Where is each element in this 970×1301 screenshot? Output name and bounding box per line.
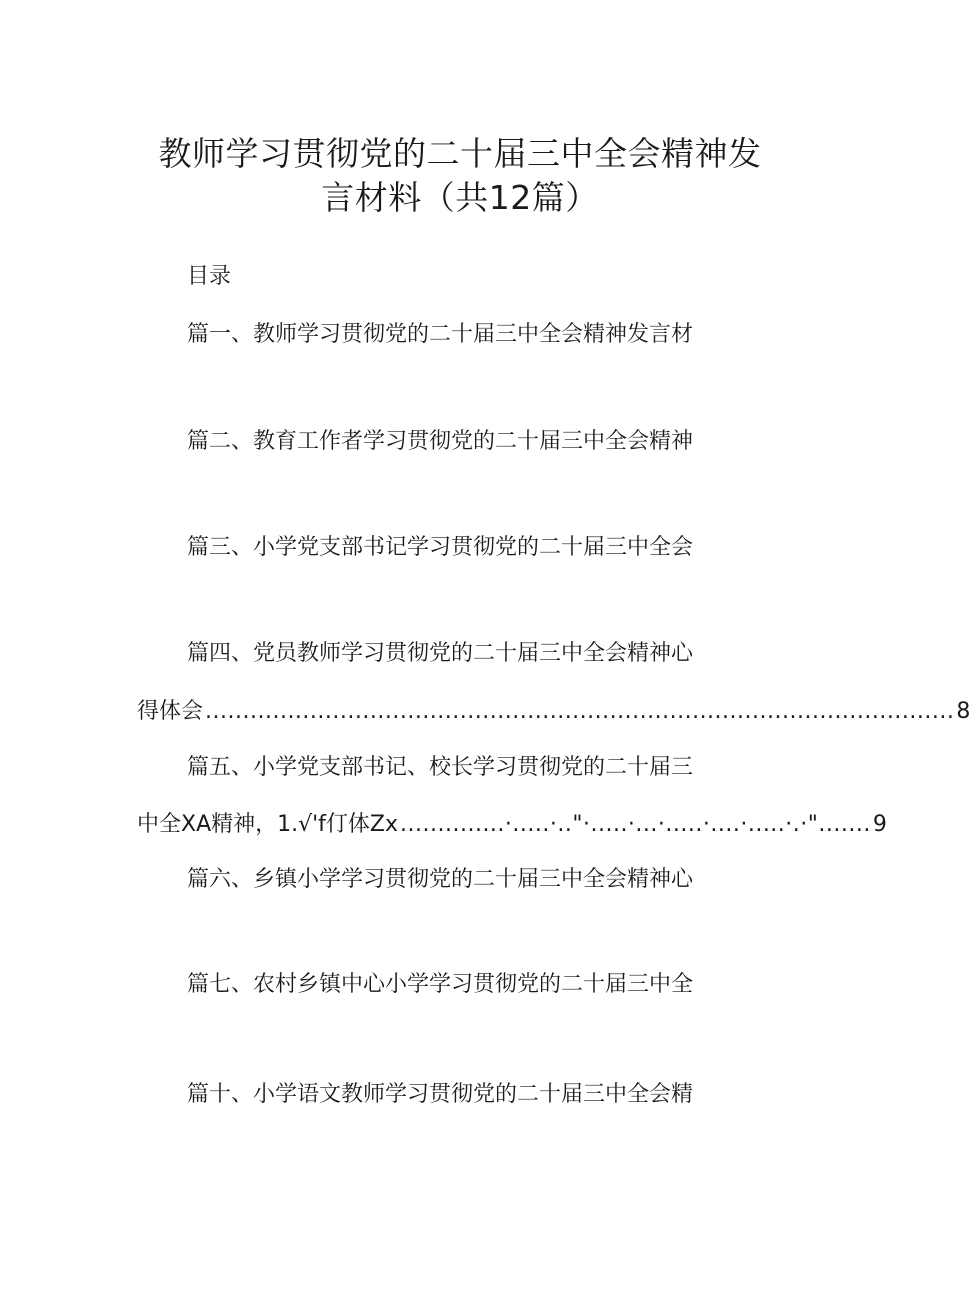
document-title-line-1: 教师学习贯彻党的二十届三中全会精神发: [158, 134, 762, 173]
toc-entry-6[interactable]: 篇六、乡镇小学学习贯彻党的二十届三中全会精神心: [187, 867, 694, 892]
toc-entry-1[interactable]: 篇一、教师学习贯彻党的二十届三中全会精神发言材: [187, 322, 694, 347]
toc-entry-4-continuation-text: 得体会: [137, 699, 204, 724]
toc-entry-4[interactable]: 篇四、党员教师学习贯彻党的二十届三中全会精神心: [187, 641, 694, 666]
toc-entry-5-page-number: 9: [872, 812, 887, 837]
toc-entry-5-dot-leader: ..............·.....·.."·.....·...·.....·....·.....·.·".......: [400, 812, 871, 837]
toc-entry-5[interactable]: 篇五、小学党支部书记、校长学习贯彻党的二十届三: [187, 755, 694, 780]
toc-heading: 目录: [187, 264, 232, 289]
toc-entry-3[interactable]: 篇三、小学党支部书记学习贯彻党的二十届三中全会: [187, 535, 694, 560]
toc-entry-5-continuation-text: 中全XA精神，1.√'f仃体Zx: [137, 812, 399, 837]
toc-entry-7[interactable]: 篇七、农村乡镇中心小学学习贯彻党的二十届三中全: [187, 972, 694, 997]
toc-entry-4-continuation[interactable]: [137, 697, 970, 727]
toc-entry-4-page-number: 8: [956, 699, 970, 724]
toc-entry-8[interactable]: 篇十、小学语文教师学习贯彻党的二十届三中全会精: [187, 1082, 694, 1107]
document-title-line-2: 言材料（共12篇）: [321, 178, 599, 217]
toc-entry-4-dot-leader: ....................................................................................................: [205, 699, 955, 724]
toc-entry-5-continuation[interactable]: [137, 810, 887, 840]
toc-entry-2[interactable]: 篇二、教育工作者学习贯彻党的二十届三中全会精神: [187, 429, 694, 454]
